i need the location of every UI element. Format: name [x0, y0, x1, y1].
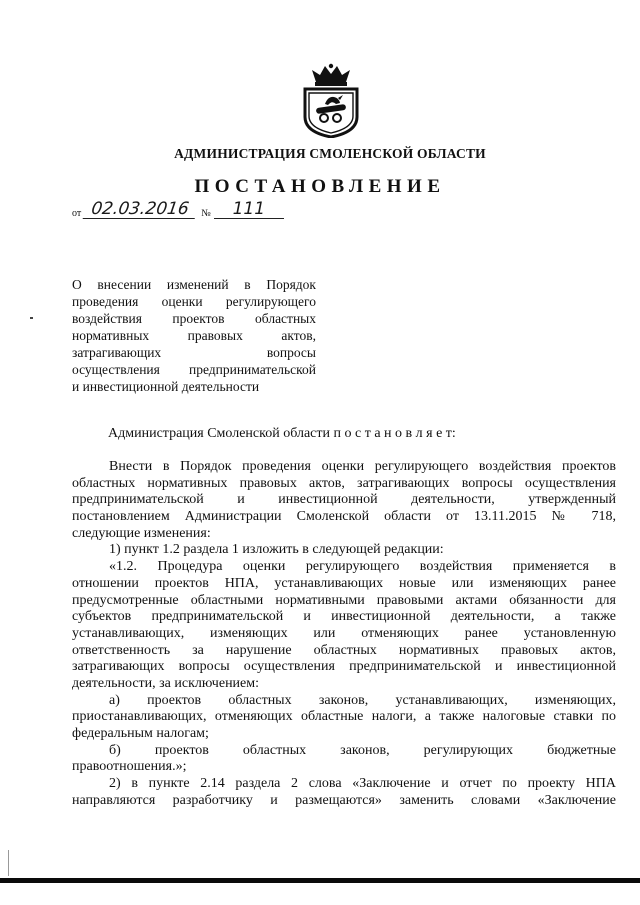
date-number-line: [72, 200, 284, 220]
number-label: №: [201, 208, 211, 219]
body-line: ответственность за нарушение областных нормативных правовых актов,: [72, 642, 616, 658]
subject-line: затрагивающих вопросы: [72, 345, 316, 360]
subject-line: и инвестиционной деятельности: [72, 379, 260, 394]
coat-of-arms-icon: [298, 62, 364, 138]
body-line: предпринимательской и инвестиционной деятельности, утвержденный: [72, 492, 616, 508]
body-line: отношении проектов НПА, устанавливающих новые или изменяющих ранее: [72, 575, 616, 591]
document-body: [72, 459, 616, 809]
body-line: 1) пункт 1.2 раздела 1 изложить в следующей редакции:: [109, 542, 444, 558]
body-line: субъектов предпринимательской и инвестиционной деятельности, а также: [72, 609, 616, 625]
scan-margin-line: [8, 850, 9, 876]
body-line: б) проектов областных законов, регулирующих бюджетные: [109, 742, 616, 758]
subject-block: [72, 276, 316, 395]
subject-line: воздействия проектов областных: [72, 311, 316, 326]
subject-line: нормативных правовых актов,: [72, 328, 316, 343]
body-line: областных нормативных правовых актов, затрагивающих вопросы осуществления: [72, 475, 616, 491]
body-line: «1.2. Процедура оценки регулирующего воздействия применяется в: [109, 559, 616, 575]
number-value: 111: [214, 200, 284, 219]
body-line: затрагивающих вопросы осуществления предпринимательской и инвестиционной: [72, 659, 616, 675]
body-line: а) проектов областных законов, устанавливающих, изменяющих,: [109, 692, 616, 708]
scan-bottom-edge: [0, 878, 640, 883]
body-line: приостанавливающих, отменяющих областные налоги, а также налоговые ставки по: [72, 709, 616, 725]
body-line: деятельности, за исключением:: [72, 675, 260, 691]
date-label: от: [72, 208, 82, 219]
body-line: следующие изменения:: [72, 525, 211, 541]
body-line: правоотношения.»;: [72, 759, 187, 775]
subject-line: О внесении изменений в Порядок: [72, 277, 316, 292]
date-value: 02.03.2016: [83, 200, 198, 219]
body-line: федеральным налогам;: [72, 726, 209, 741]
body-line: предусмотренные областными нормативными правовыми актами обязанности для: [72, 592, 616, 608]
body-line: устанавливающих, изменяющих или отменяющих ранее установленную: [72, 625, 616, 641]
body-line: направляются разработчику и размещаются» заменить словами «Заключение: [72, 792, 616, 808]
body-line: 2) в пункте 2.14 раздела 2 слова «Заключение и отчет по проекту НПА: [109, 776, 616, 792]
resolve-statement: Администрация Смоленской области п о с т а н о в л я е т:: [108, 426, 456, 441]
document-type: ПОСТАНОВЛЕНИЕ: [194, 176, 446, 197]
margin-mark: [30, 317, 33, 319]
body-line: Внести в Порядок проведения оценки регулирующего воздействия проектов: [109, 459, 616, 474]
organization-name: АДМИНИСТРАЦИЯ СМОЛЕНСКОЙ ОБЛАСТИ: [174, 146, 486, 161]
subject-line: проведения оценки регулирующего: [72, 294, 316, 309]
body-line: постановлением Администрации Смоленской области от 13.11.2015 № 718,: [72, 509, 616, 525]
subject-line: осуществления предпринимательской: [72, 362, 316, 377]
